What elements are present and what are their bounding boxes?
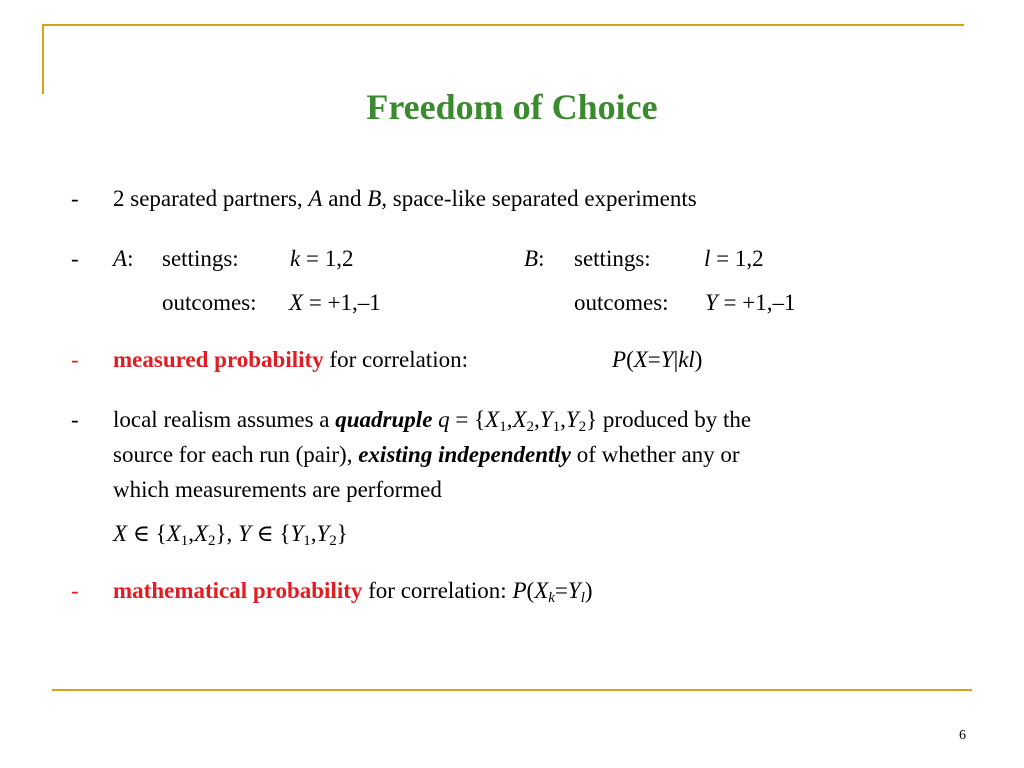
var-q: q [438, 407, 450, 432]
bullet-4-part: = { [449, 407, 486, 432]
bullet-marker: - [71, 186, 79, 211]
party-a-outcomes-label: outcomes: [162, 290, 257, 315]
measured-probability-formula [612, 346, 702, 374]
party-a-outcomes-value [289, 289, 381, 317]
brace: }, [215, 521, 239, 546]
bullet-1-part: 2 separated partners, [113, 186, 309, 211]
bullet-marker: - [71, 246, 79, 271]
bullet-1-part: space-like separated experiments [387, 186, 697, 211]
var-Y: Y [567, 578, 581, 603]
bullet-3-text [113, 346, 468, 374]
party-a-label [113, 245, 133, 273]
outcomes-value: = +1,–1 [303, 290, 381, 315]
var-Y: Y [316, 521, 330, 546]
var-Y: Y [660, 347, 674, 372]
bullet-marker: - [71, 407, 79, 432]
var-Y: Y [238, 521, 251, 546]
paren: ) [584, 578, 593, 603]
brace: } [336, 521, 348, 546]
quadruple-term: quadruple [335, 407, 433, 432]
comma: , [560, 407, 566, 432]
given-bar: | [673, 347, 679, 372]
mathematical-probability-term: mathematical probability [113, 578, 363, 603]
party-b-outcomes-value [705, 289, 796, 317]
bullet-4-line-3: which measurements are performed [113, 477, 442, 502]
var-B: B, [367, 186, 388, 211]
paren: ( [626, 347, 634, 372]
var-P: P [512, 578, 527, 603]
var-Y: Y [539, 407, 553, 432]
var-B: B [524, 246, 539, 271]
bullet-5-text [113, 577, 593, 605]
bottom-horizontal-rule [52, 689, 972, 691]
bullet-marker: - [71, 347, 79, 372]
party-a-settings-value [290, 245, 353, 273]
var-X: X [485, 407, 500, 432]
party-b-outcomes-label: outcomes: [574, 290, 669, 315]
var-A: A [113, 246, 128, 271]
page-number: 6 [959, 728, 966, 743]
outcomes-value: = +1,–1 [717, 290, 796, 315]
bullet-marker: - [71, 578, 79, 603]
party-b-label [524, 245, 544, 273]
membership-formula [113, 520, 348, 548]
subscript: 1 [303, 533, 311, 549]
equals: = [647, 347, 661, 372]
top-left-vertical-rule [42, 24, 44, 94]
element-of: ∈ { [127, 521, 167, 546]
subscript: l [580, 590, 585, 606]
var-k: k [290, 246, 301, 271]
var-X: X [193, 521, 209, 546]
colon: : [538, 246, 545, 271]
var-X: X [534, 578, 549, 603]
party-b-settings-label: settings: [574, 246, 651, 271]
comma: , [310, 521, 317, 546]
paren: ) [694, 347, 703, 372]
bullet-4-line-1 [113, 406, 751, 434]
bullet-4-part: local realism assumes a [113, 407, 336, 432]
party-b-settings-value [704, 245, 764, 273]
bullet-4-part: } produced by the [586, 407, 752, 432]
top-horizontal-rule [42, 24, 964, 26]
var-A: A [308, 186, 323, 211]
existing-independently-term: existing independently [358, 442, 571, 467]
subscript: k [548, 590, 555, 606]
colon: : [127, 246, 134, 271]
var-X: X [633, 347, 648, 372]
paren: ( [526, 578, 535, 603]
var-X: X [113, 521, 128, 546]
var-kl: kl [678, 347, 695, 372]
settings-value: = 1,2 [300, 246, 354, 271]
equals: = [554, 578, 568, 603]
subscript: 1 [499, 419, 507, 435]
subscript: 1 [552, 419, 561, 435]
settings-value: = 1,2 [710, 246, 764, 271]
measured-probability-term: measured probability [113, 347, 324, 372]
subscript: 2 [208, 533, 216, 549]
bullet-4-part: of whether any or [570, 442, 740, 467]
var-Y: Y [705, 290, 718, 315]
bullet-4-part: source for each run (pair), [113, 442, 359, 467]
subscript: 2 [526, 419, 535, 435]
var-P: P [612, 347, 627, 372]
bullet-4-line-2 [113, 441, 740, 469]
comma: , [534, 407, 540, 432]
bullet-1-text [113, 185, 697, 213]
bullet-5-part: for correlation: [362, 578, 513, 603]
subscript: 1 [180, 533, 189, 549]
comma: , [188, 521, 194, 546]
slide-title: Freedom of Choice [366, 87, 658, 127]
subscript: 2 [329, 533, 337, 549]
var-Y: Y [290, 521, 304, 546]
var-X: X [289, 290, 304, 315]
element-of: ∈ { [250, 521, 291, 546]
var-Y: Y [565, 407, 579, 432]
bullet-1-part: and [322, 186, 368, 211]
var-X: X [512, 407, 527, 432]
var-X: X [166, 521, 181, 546]
bullet-3-part: for correlation: [323, 347, 468, 372]
party-a-settings-label: settings: [162, 246, 239, 271]
comma: , [506, 407, 513, 432]
var-l: l [704, 246, 711, 271]
subscript: 2 [578, 419, 587, 435]
